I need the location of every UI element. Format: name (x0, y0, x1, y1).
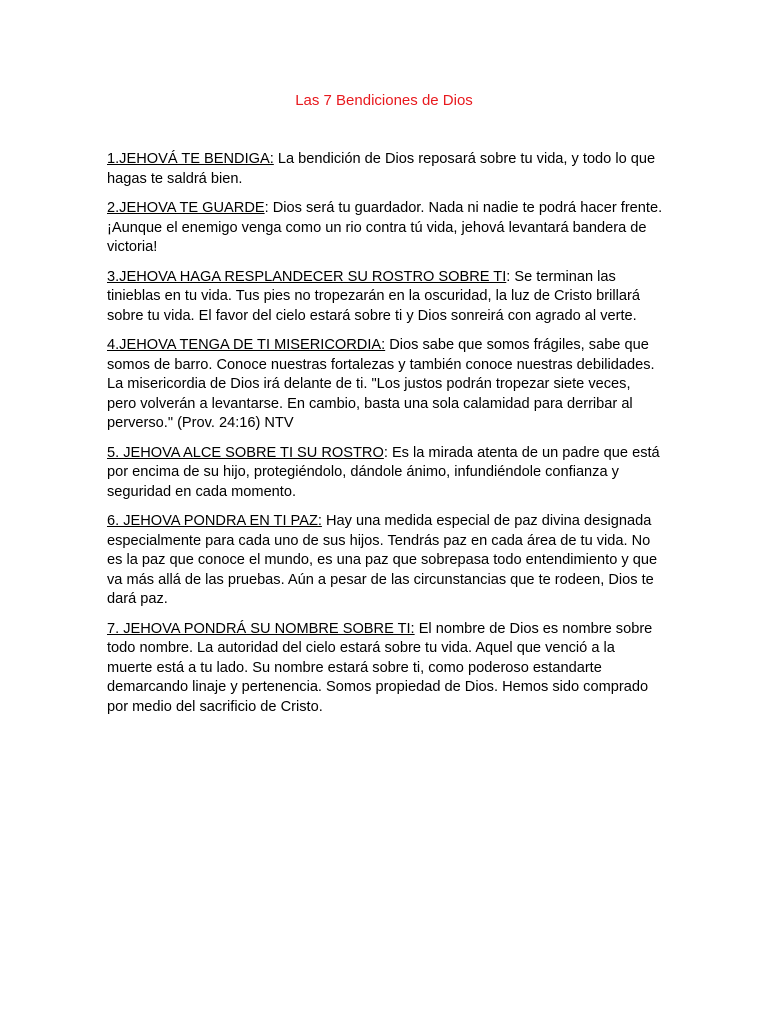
blessing-text: Dios sabe que somos frágiles, sabe que somos de barro. Conoce nuestras fortalezas y también conoce nuestras debilidades. La misericordia de Dios irá delante de ti. "Los justos podrán tropezar siete veces, pero volverán a levantarse. En cambio, basta una sola calamidad para derribar al perverso." (Prov. 24:16) NTV (107, 337, 655, 431)
blessing-separator: : (264, 200, 273, 216)
blessing-text: La bendición de Dios reposará sobre tu vida, y todo lo que hagas te saldrá bien. (107, 151, 656, 187)
blessing-heading: 4.JEHOVA TENGA DE TI MISERICORDIA: (107, 337, 386, 353)
blessing-text: Se terminan las tinieblas en tu vida. Tus pies no tropezarán en la oscuridad, la luz de Cristo brillará sobre tu vida. El favor del cielo estará sobre ti y Dios sonreirá con agrado al verte. (107, 268, 640, 324)
blessing-paragraph-6 (107, 512, 663, 610)
blessing-paragraph-3 (107, 268, 663, 327)
blessing-separator: : (383, 444, 392, 461)
blessing-heading: 1.JEHOVÁ TE BENDIGA: (107, 151, 274, 167)
blessing-paragraph-4 (107, 336, 663, 434)
blessing-heading: 5. JEHOVA ALCE SOBRE TI SU ROSTRO (107, 444, 384, 461)
blessing-text: Hay una medida especial de paz divina designada especialmente para cada uno de sus hijos. Tendrás paz en cada área de tu vida. No es la paz que conoce el mundo, es una paz que sobrepasa todo entendimiento y que va más allá de las pruebas. Aún a pesar de las circunstancias que te rodeen, Dios te dará paz. (107, 513, 658, 607)
blessing-text: El nombre de Dios es nombre sobre todo nombre. La autoridad del cielo estará sobre tu vida. Aquel que venció a la muerte está a tu lado. Su nombre estará sobre ti, como poderoso estandarte demarcando linaje y pertenencia. Somos propiedad de Dios. Hemos sido comprado por medio del sacrificio de Cristo. (107, 620, 653, 715)
blessing-text: Dios será tu guardador. Nada ni nadie te podrá hacer frente. ¡Aunque el enemigo venga como un rio contra tú vida, jehová levantará bandera de victoria! (107, 200, 663, 255)
blessing-separator: : (506, 268, 515, 285)
blessing-heading: 2.JEHOVA TE GUARDE (107, 200, 265, 216)
blessing-heading: 6. JEHOVA PONDRA EN TI PAZ: (107, 513, 322, 529)
blessing-text: Es la mirada atenta de un padre que está por encima de su hijo, protegiéndolo, dándole ánimo, infundiéndole confianza y seguridad en cada momento. (107, 444, 660, 500)
blessing-heading: 3.JEHOVA HAGA RESPLANDECER SU ROSTRO SOBRE TI (107, 268, 507, 285)
blessing-paragraph-7 (107, 620, 663, 718)
blessing-paragraph-2 (107, 199, 663, 258)
blessing-paragraph-1 (107, 150, 663, 189)
blessing-paragraph-5 (107, 444, 663, 503)
document-title: Las 7 Bendiciones de Dios (295, 92, 473, 109)
blessing-heading: 7. JEHOVA PONDRÁ SU NOMBRE SOBRE TI: (107, 620, 415, 637)
document-body (107, 150, 663, 727)
